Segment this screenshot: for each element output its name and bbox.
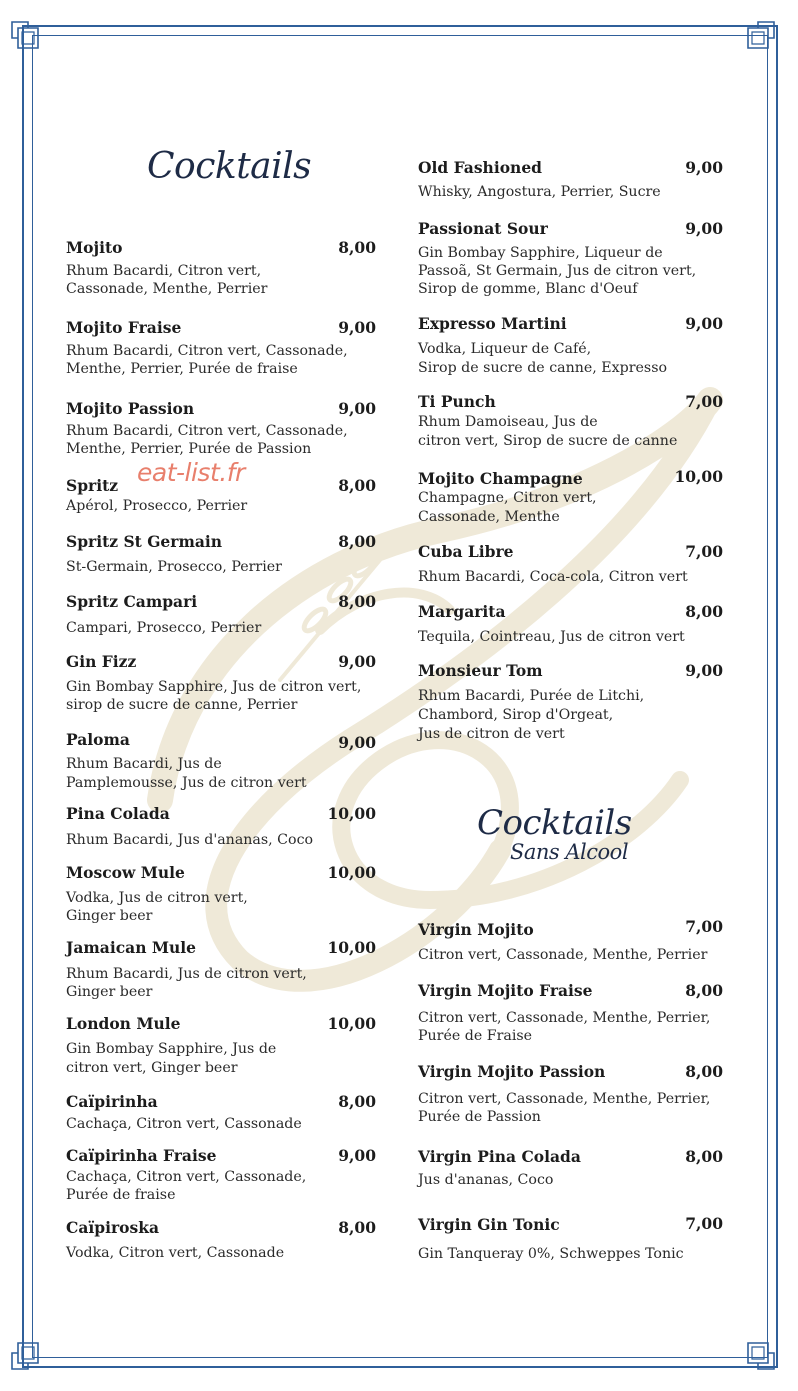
item-price: 7,00: [685, 917, 723, 936]
site-watermark: eat-list.fr: [137, 458, 245, 487]
item-name: Mojito Passion: [66, 399, 195, 418]
item-price: 9,00: [685, 314, 723, 333]
item-name: Virgin Gin Tonic: [418, 1215, 560, 1234]
item-name: Ti Punch: [418, 392, 496, 411]
item-desc: Gin Bombay Sapphire, Jus de: [66, 1041, 277, 1057]
item-desc: sirop de sucre de canne, Perrier: [66, 697, 298, 713]
item-price: 7,00: [685, 392, 723, 411]
item-desc: Jus de citron de vert: [418, 726, 565, 742]
item-name: Passionat Sour: [418, 219, 548, 238]
item-desc: Citron vert, Cassonade, Menthe, Perrier,: [418, 1010, 711, 1026]
item-desc: Rhum Bacardi, Jus d'ananas, Coco: [66, 832, 314, 848]
item-name: Spritz St Germain: [66, 532, 223, 551]
item-name: Gin Fizz: [66, 652, 137, 671]
item-desc: Rhum Damoiseau, Jus de: [418, 414, 598, 430]
item-price: 9,00: [338, 733, 376, 752]
item-desc: Cachaça, Citron vert, Cassonade: [66, 1116, 302, 1132]
item-price: 8,00: [685, 981, 723, 1000]
item-name: Paloma: [66, 730, 130, 749]
item-price: 8,00: [685, 602, 723, 621]
section-subtitle-sans-alcool: Sans Alcool: [510, 840, 629, 864]
item-desc: Vodka, Liqueur de Café,: [418, 341, 592, 357]
item-name: Cuba Libre: [418, 542, 514, 561]
item-price: 8,00: [685, 1147, 723, 1166]
item-desc: Cassonade, Menthe: [418, 509, 560, 525]
item-name: Caïpirinha Fraise: [66, 1146, 217, 1165]
item-name: Virgin Mojito Fraise: [418, 981, 593, 1000]
item-price: 9,00: [338, 652, 376, 671]
item-desc: Jus d'ananas, Coco: [418, 1172, 554, 1188]
item-desc: Vodka, Jus de citron vert,: [66, 890, 248, 906]
item-price: 10,00: [674, 467, 723, 486]
item-name: Virgin Mojito Passion: [418, 1062, 606, 1081]
item-price: 8,00: [338, 238, 376, 257]
section-title-cocktails: Cocktails: [147, 146, 312, 187]
item-desc: Pamplemousse, Jus de citron vert: [66, 775, 307, 791]
item-desc: Tequila, Cointreau, Jus de citron vert: [418, 629, 685, 645]
item-name: Virgin Mojito: [418, 920, 534, 939]
item-desc: Ginger beer: [66, 908, 153, 924]
item-name: Spritz Campari: [66, 592, 198, 611]
item-desc: Citron vert, Cassonade, Menthe, Perrier: [418, 947, 708, 963]
item-name: London Mule: [66, 1014, 181, 1033]
item-desc: Ginger beer: [66, 984, 153, 1000]
item-name: Jamaican Mule: [66, 938, 197, 957]
item-price: 10,00: [327, 804, 376, 823]
item-price: 9,00: [338, 318, 376, 337]
item-price: 7,00: [685, 1214, 723, 1233]
section-title-cocktails-sans-alcool: Cocktails: [477, 803, 632, 843]
item-price: 10,00: [327, 938, 376, 957]
item-name: Moscow Mule: [66, 863, 185, 882]
item-name: Mojito: [66, 238, 123, 257]
item-desc: Champagne, Citron vert,: [418, 490, 597, 506]
item-desc: Gin Tanqueray 0%, Schweppes Tonic: [418, 1246, 684, 1262]
item-price: 9,00: [685, 158, 723, 177]
item-desc: Campari, Prosecco, Perrier: [66, 620, 262, 636]
item-name: Pina Colada: [66, 804, 170, 823]
item-name: Old Fashioned: [418, 158, 543, 177]
item-desc: Rhum Bacardi, Citron vert, Cassonade,: [66, 343, 348, 359]
item-desc: Vodka, Citron vert, Cassonade: [66, 1245, 285, 1261]
item-name: Margarita: [418, 602, 506, 621]
item-desc: Menthe, Perrier, Purée de fraise: [66, 361, 298, 377]
item-name: Monsieur Tom: [418, 661, 543, 680]
item-desc: Rhum Bacardi, Coca-cola, Citron vert: [418, 569, 688, 585]
item-price: 8,00: [338, 476, 376, 495]
corner-ornament-icon: [10, 1341, 40, 1371]
item-desc: Purée de Fraise: [418, 1028, 533, 1044]
item-desc: Rhum Bacardi, Citron vert,: [66, 263, 262, 279]
item-desc: Menthe, Perrier, Purée de Passion: [66, 441, 312, 457]
item-desc: Purée de fraise: [66, 1187, 176, 1203]
item-price: 10,00: [327, 1014, 376, 1033]
item-name: Spritz: [66, 476, 119, 495]
item-desc: Citron vert, Cassonade, Menthe, Perrier,: [418, 1091, 711, 1107]
item-price: 9,00: [685, 661, 723, 680]
item-name: Mojito Fraise: [66, 318, 182, 337]
item-desc: Cassonade, Menthe, Perrier: [66, 281, 268, 297]
item-name: Caïpiroska: [66, 1218, 160, 1237]
item-desc: Cachaça, Citron vert, Cassonade,: [66, 1169, 307, 1185]
item-price: 8,00: [685, 1062, 723, 1081]
item-desc: Gin Bombay Sapphire, Jus de citron vert,: [66, 679, 362, 695]
item-price: 8,00: [338, 1092, 376, 1111]
item-name: Caïpirinha: [66, 1092, 158, 1111]
item-price: 8,00: [338, 532, 376, 551]
item-desc: Rhum Bacardi, Citron vert, Cassonade,: [66, 423, 348, 439]
item-desc: Sirop de sucre de canne, Expresso: [418, 360, 668, 376]
item-price: 8,00: [338, 592, 376, 611]
corner-ornament-icon: [746, 1341, 776, 1371]
item-name: Mojito Champagne: [418, 469, 583, 488]
item-price: 9,00: [685, 219, 723, 238]
item-name: Expresso Martini: [418, 314, 567, 333]
corner-ornament-icon: [746, 20, 776, 50]
item-desc: Rhum Bacardi, Purée de Litchi,: [418, 688, 645, 704]
item-desc: citron vert, Sirop de sucre de canne: [418, 433, 678, 449]
item-desc: Passoã, St Germain, Jus de citron vert,: [418, 263, 697, 279]
item-name: Virgin Pina Colada: [418, 1147, 581, 1166]
item-price: 7,00: [685, 542, 723, 561]
item-desc: Apérol, Prosecco, Perrier: [66, 498, 248, 514]
item-price: 8,00: [338, 1218, 376, 1237]
item-desc: Sirop de gomme, Blanc d'Oeuf: [418, 281, 638, 297]
item-desc: citron vert, Ginger beer: [66, 1060, 238, 1076]
item-desc: Rhum Bacardi, Jus de citron vert,: [66, 966, 307, 982]
item-price: 10,00: [327, 863, 376, 882]
item-desc: Whisky, Angostura, Perrier, Sucre: [418, 184, 661, 200]
item-desc: St-Germain, Prosecco, Perrier: [66, 559, 282, 575]
item-price: 9,00: [338, 399, 376, 418]
corner-ornament-icon: [10, 20, 40, 50]
item-desc: Gin Bombay Sapphire, Liqueur de: [418, 245, 663, 261]
item-price: 9,00: [338, 1146, 376, 1165]
item-desc: Chambord, Sirop d'Orgeat,: [418, 707, 614, 723]
item-desc: Rhum Bacardi, Jus de: [66, 756, 222, 772]
item-desc: Purée de Passion: [418, 1109, 541, 1125]
